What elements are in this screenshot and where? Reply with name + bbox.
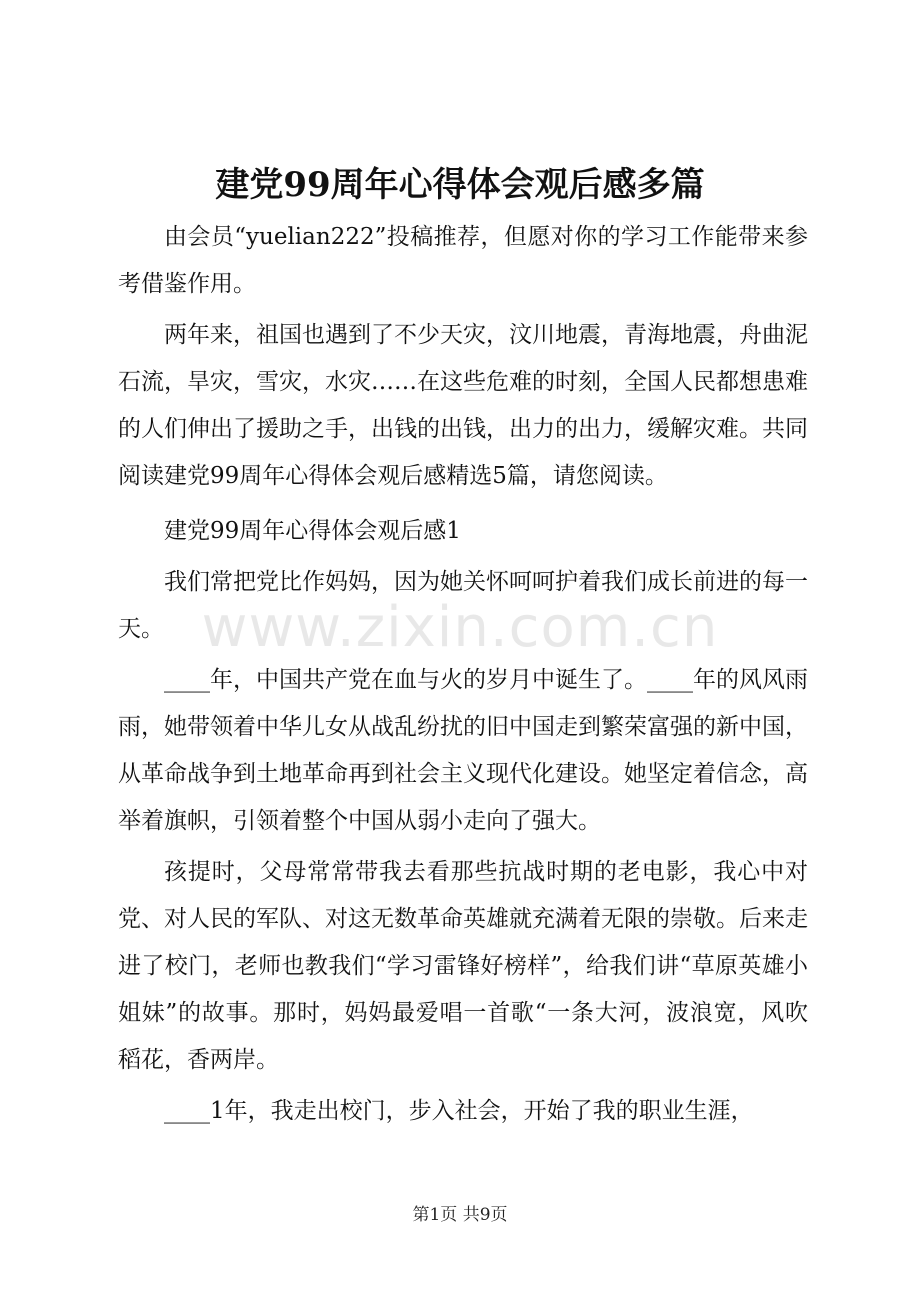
intro-paragraph: 由会员“yuelian222”投稿推荐，但愿对你的学习工作能带来参考借鉴作用。 — [118, 224, 808, 297]
summary-paragraph: 两年来，祖国也遇到了不少天灾，汶川地震，青海地震，舟曲泥石流，旱灾，雪灾，水灾……在这些危难的时刻，全国人民都想患难的人们伸出了援助之手，出钱的出钱，出力的出力，缓解灾难。共同阅读建党99周年心得体会观后感精选5篇，请您阅读。 — [118, 322, 808, 489]
document-body — [118, 214, 808, 1139]
section-heading: 建党99周年心得体会观后感1 — [164, 518, 461, 544]
body-paragraph: 孩提时，父母常常带我去看那些抗战时期的老电影，我心中对党、对人民的军队、对这无数革命英雄就充满着无限的崇敬。后来走进了校门，老师也教我们“学习雷锋好榜样”，给我们讲“草原英雄小姐妹”的故事。那时，妈妈最爱唱一首歌“一条大河，波浪宽，风吹稻花，香两岸。 — [118, 859, 808, 1073]
document-title: 建党99周年心得体会观后感多篇 — [215, 165, 705, 205]
page-footer: 第1页 共9页 — [412, 1205, 508, 1225]
watermark: www.zixin.com.cn — [201, 595, 719, 660]
body-paragraph: ____1年，我走出校门，步入社会，开始了我的职业生涯， — [164, 1098, 754, 1124]
body-paragraph: ____年，中国共产党在血与火的岁月中诞生了。____年的风风雨雨，她带领着中华儿女从战乱纷扰的旧中国走到繁荣富强的新中国，从革命战争到土地革命再到社会主义现代化建设。她坚定着信念，高举着旗帜，引领着整个中国从弱小走向了强大。 — [118, 667, 808, 834]
body-paragraph: 我们常把党比作妈妈，因为她关怀呵呵护着我们成长前进的每一天。 — [118, 569, 808, 642]
